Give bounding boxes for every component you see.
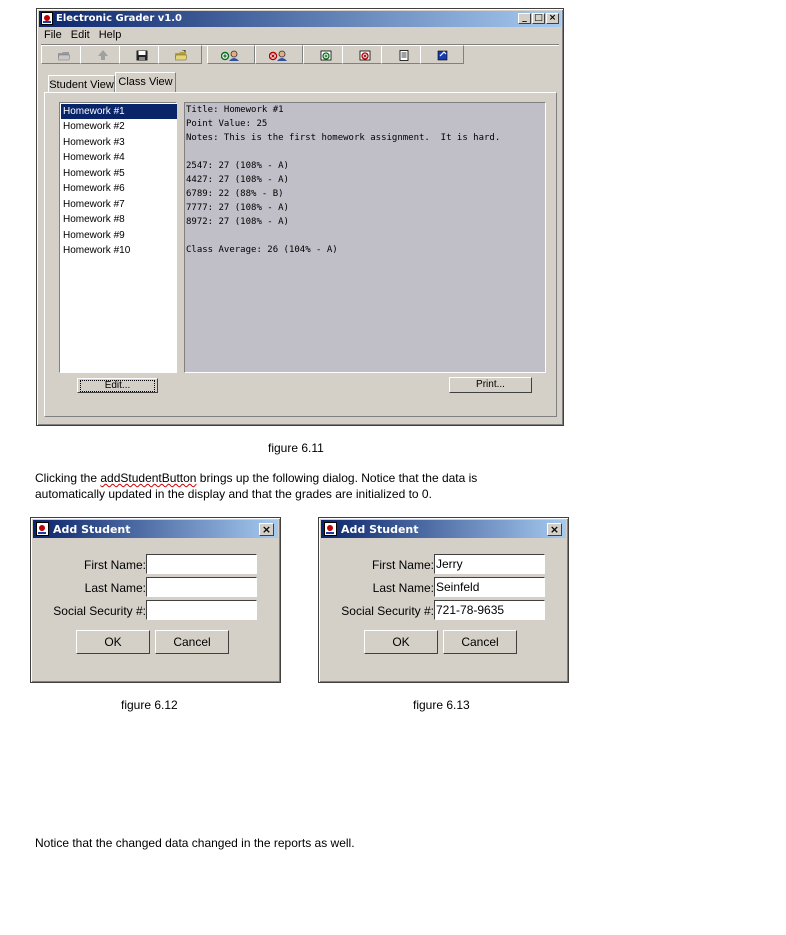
detail-line: 8972: 27 (108% - A) [186, 217, 289, 227]
menu-edit[interactable]: Edit [70, 29, 90, 41]
dialog-title: Add Student [53, 523, 131, 536]
ssn-label: Social Security #: [53, 604, 146, 618]
app-icon [41, 12, 53, 25]
menu-file[interactable]: File [44, 29, 62, 41]
detail-line: Point Value: 25 [186, 119, 268, 129]
toolbar-remove-assignment-button[interactable] [342, 45, 386, 64]
first-name-label: First Name: [371, 558, 434, 572]
para-text: brings up the following dialog. Notice that the data is [196, 471, 478, 485]
tab-student-view[interactable]: Student View [48, 75, 115, 93]
open-folder-icon [58, 50, 70, 61]
edit-button[interactable] [77, 378, 158, 393]
list-item[interactable]: Homework #8 [63, 214, 125, 225]
toolbar-open-button[interactable] [41, 45, 85, 64]
app-icon [324, 522, 337, 536]
footer-note: Notice that the changed data changed in the reports as well. [35, 836, 355, 850]
add-student-dialog-filled [318, 517, 569, 683]
detail-line: 6789: 22 (88% - B) [186, 189, 284, 199]
intro-paragraph-line-2: automatically updated in the display and that the grades are initialized to 0. [35, 487, 432, 501]
list-item[interactable]: Homework #4 [63, 152, 125, 163]
list-item[interactable]: Homework #1 [61, 104, 177, 119]
minimize-button[interactable]: _ [518, 13, 531, 24]
first-name-field[interactable]: Jerry [434, 554, 545, 574]
print-button[interactable]: Print... [449, 377, 532, 393]
last-name-label: Last Name: [84, 581, 146, 595]
detail-line: Title: Homework #1 [186, 105, 284, 115]
remove-assignment-icon [359, 50, 371, 61]
app-icon [36, 522, 49, 536]
toolbar-add-student-button[interactable] [207, 45, 255, 64]
ok-button[interactable]: OK [76, 630, 150, 654]
list-item[interactable]: Homework #9 [63, 230, 125, 241]
toolbar-export-button[interactable] [420, 45, 464, 64]
para-text: Clicking the [35, 471, 101, 485]
assignment-list[interactable] [59, 102, 177, 373]
menu-help[interactable]: Help [98, 29, 122, 41]
list-item[interactable]: Homework #10 [63, 245, 131, 256]
ok-button[interactable]: OK [364, 630, 438, 654]
detail-line: 7777: 27 (108% - A) [186, 203, 289, 213]
detail-line: 4427: 27 (108% - A) [186, 175, 289, 185]
upload-icon [97, 50, 109, 61]
detail-line: 2547: 27 (108% - A) [186, 161, 289, 171]
figure-caption-6-13: figure 6.13 [413, 698, 470, 712]
window-title: Electronic Grader v1.0 [56, 13, 182, 24]
toolbar-remove-student-button[interactable] [255, 45, 303, 64]
list-item[interactable]: Homework #3 [63, 137, 125, 148]
close-button[interactable]: × [547, 523, 562, 536]
add-student-icon [221, 50, 241, 61]
last-name-field[interactable]: Seinfeld [434, 577, 545, 597]
assignment-detail-text[interactable] [184, 102, 546, 373]
add-assignment-icon [320, 50, 332, 61]
toolbar-add-assignment-button[interactable] [303, 45, 347, 64]
close-button[interactable]: × [259, 523, 274, 536]
code-reference: addStudentButton [100, 471, 197, 485]
dialog-title: Add Student [341, 523, 419, 536]
ssn-label: Social Security #: [341, 604, 434, 618]
dialog-titlebar[interactable] [33, 520, 278, 538]
open-icon [175, 50, 187, 61]
list-item[interactable]: Homework #2 [63, 121, 125, 132]
detail-line: Class Average: 26 (104% - A) [186, 245, 338, 255]
list-item[interactable]: Homework #5 [63, 168, 125, 179]
first-name-field[interactable] [146, 554, 257, 574]
window-titlebar[interactable] [39, 11, 561, 27]
last-name-field[interactable] [146, 577, 257, 597]
toolbar-upload-button[interactable] [80, 45, 124, 64]
remove-student-icon [269, 50, 289, 61]
toolbar-open-file-button[interactable] [158, 45, 202, 64]
cancel-button[interactable]: Cancel [443, 630, 517, 654]
dialog-titlebar[interactable] [321, 520, 566, 538]
edit-button-label: Edit... [80, 380, 155, 392]
menu-bar [44, 29, 130, 41]
list-item[interactable]: Homework #7 [63, 199, 125, 210]
toolbar-save-button[interactable] [119, 45, 163, 64]
tab-class-view[interactable]: Class View [115, 72, 176, 93]
toolbar-report-button[interactable] [381, 45, 425, 64]
figure-caption-6-11: figure 6.11 [268, 441, 324, 455]
toolbar [41, 45, 465, 64]
save-icon [136, 50, 148, 61]
first-name-label: First Name: [83, 558, 146, 572]
intro-paragraph-line-1 [35, 471, 477, 485]
ssn-field[interactable]: 721-78-9635 [434, 600, 545, 620]
ssn-field[interactable] [146, 600, 257, 620]
cancel-button[interactable]: Cancel [155, 630, 229, 654]
figure-caption-6-12: figure 6.12 [121, 698, 178, 712]
report-icon [398, 50, 410, 61]
export-icon [437, 50, 449, 61]
close-button[interactable]: × [546, 13, 559, 24]
add-student-dialog-empty [30, 517, 281, 683]
last-name-label: Last Name: [372, 581, 434, 595]
list-item[interactable]: Homework #6 [63, 183, 125, 194]
detail-line: Notes: This is the first homework assignment. It is hard. [186, 133, 501, 143]
maximize-button[interactable]: □ [532, 13, 545, 24]
